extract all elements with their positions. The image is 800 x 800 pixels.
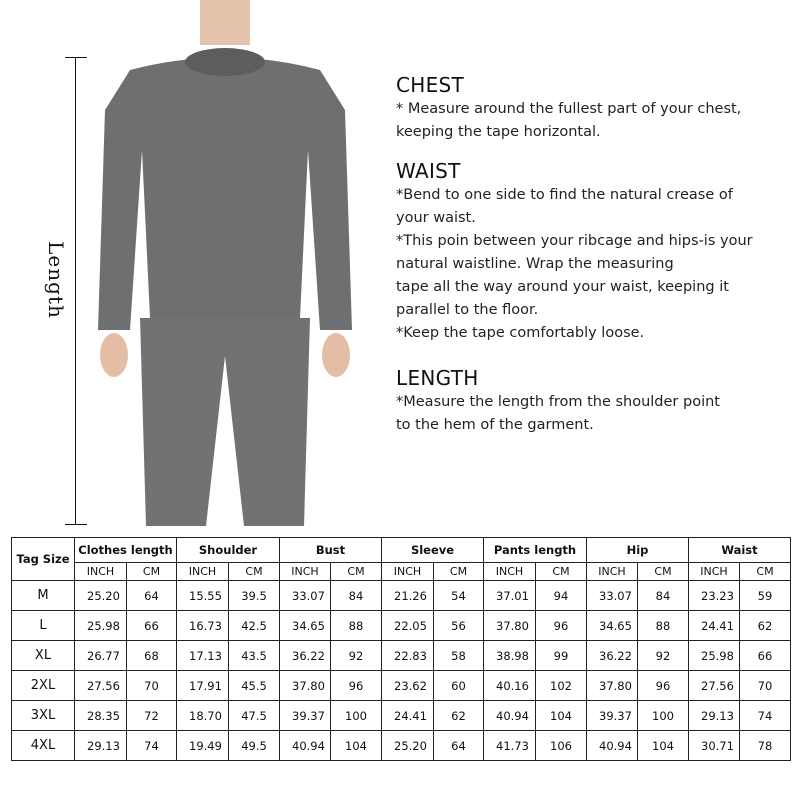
value-cell: 38.98 (484, 641, 536, 671)
column-group-header: Sleeve (382, 538, 484, 563)
instruction-line: *This poin between your ribcage and hips-is your (396, 233, 753, 249)
length-measure-top-cap (65, 57, 87, 58)
instruction-line: natural waistline. Wrap the measuring (396, 256, 674, 272)
unit-header-inch: INCH (280, 563, 331, 581)
value-cell: 47.5 (229, 701, 280, 731)
size-cell: 4XL (12, 731, 75, 761)
value-cell: 39.37 (280, 701, 331, 731)
table-header-row (12, 538, 791, 563)
value-cell: 94 (536, 581, 587, 611)
instruction-section-length (396, 365, 796, 437)
value-cell: 102 (536, 671, 587, 701)
unit-header-cm: CM (638, 563, 689, 581)
size-cell: 2XL (12, 671, 75, 701)
unit-header-inch: INCH (484, 563, 536, 581)
value-cell: 96 (331, 671, 382, 701)
size-cell: XL (12, 641, 75, 671)
table-row (12, 731, 791, 761)
value-cell: 30.71 (689, 731, 740, 761)
value-cell: 64 (127, 581, 177, 611)
value-cell: 25.98 (75, 611, 127, 641)
instruction-title: LENGTH (396, 366, 479, 390)
unit-header-cm: CM (127, 563, 177, 581)
instruction-line: *Bend to one side to find the natural crease of (396, 187, 733, 203)
value-cell: 92 (638, 641, 689, 671)
value-cell: 17.13 (177, 641, 229, 671)
value-cell: 59 (740, 581, 791, 611)
value-cell: 45.5 (229, 671, 280, 701)
value-cell: 106 (536, 731, 587, 761)
table-row (12, 671, 791, 701)
value-cell: 40.16 (484, 671, 536, 701)
value-cell: 37.80 (280, 671, 331, 701)
value-cell: 36.22 (280, 641, 331, 671)
instruction-line: to the hem of the garment. (396, 417, 594, 433)
value-cell: 24.41 (382, 701, 434, 731)
value-cell: 88 (638, 611, 689, 641)
value-cell: 54 (434, 581, 484, 611)
value-cell: 23.62 (382, 671, 434, 701)
value-cell: 84 (331, 581, 382, 611)
value-cell: 104 (638, 731, 689, 761)
value-cell: 78 (740, 731, 791, 761)
value-cell: 16.73 (177, 611, 229, 641)
value-cell: 21.26 (382, 581, 434, 611)
value-cell: 96 (536, 611, 587, 641)
value-cell: 37.80 (484, 611, 536, 641)
value-cell: 104 (331, 731, 382, 761)
value-cell: 37.01 (484, 581, 536, 611)
tag-size-header: Tag Size (12, 538, 75, 581)
instruction-line: parallel to the floor. (396, 302, 539, 318)
instruction-line: tape all the way around your waist, keeping it (396, 279, 729, 295)
unit-header-inch: INCH (382, 563, 434, 581)
value-cell: 58 (434, 641, 484, 671)
value-cell: 40.94 (484, 701, 536, 731)
size-cell: L (12, 611, 75, 641)
size-cell: 3XL (12, 701, 75, 731)
value-cell: 29.13 (689, 701, 740, 731)
value-cell: 23.23 (689, 581, 740, 611)
unit-header-inch: INCH (75, 563, 127, 581)
table-row (12, 611, 791, 641)
value-cell: 66 (740, 641, 791, 671)
value-cell: 33.07 (280, 581, 331, 611)
value-cell: 99 (536, 641, 587, 671)
value-cell: 37.80 (587, 671, 638, 701)
size-chart-table (11, 537, 791, 761)
unit-header-inch: INCH (689, 563, 740, 581)
value-cell: 100 (638, 701, 689, 731)
value-cell: 88 (331, 611, 382, 641)
table-row (12, 641, 791, 671)
instruction-section-waist (396, 158, 796, 345)
value-cell: 26.77 (75, 641, 127, 671)
length-measure-bottom-cap (65, 524, 87, 525)
instruction-section-chest (396, 72, 796, 144)
value-cell: 84 (638, 581, 689, 611)
unit-header-inch: INCH (177, 563, 229, 581)
unit-header-inch: INCH (587, 563, 638, 581)
measurement-instructions (396, 72, 796, 451)
instruction-line: * Measure around the fullest part of your chest, (396, 101, 742, 117)
value-cell: 22.83 (382, 641, 434, 671)
value-cell: 36.22 (587, 641, 638, 671)
unit-header-row (12, 563, 791, 581)
instruction-title: CHEST (396, 73, 465, 97)
value-cell: 15.55 (177, 581, 229, 611)
value-cell: 70 (740, 671, 791, 701)
table-row (12, 581, 791, 611)
value-cell: 25.20 (75, 581, 127, 611)
value-cell: 27.56 (75, 671, 127, 701)
unit-header-cm: CM (536, 563, 587, 581)
unit-header-cm: CM (740, 563, 791, 581)
value-cell: 22.05 (382, 611, 434, 641)
model-thermal-underwear-photo (90, 0, 360, 526)
instruction-line: your waist. (396, 210, 476, 226)
unit-header-cm: CM (229, 563, 280, 581)
value-cell: 24.41 (689, 611, 740, 641)
value-cell: 25.20 (382, 731, 434, 761)
value-cell: 62 (434, 701, 484, 731)
value-cell: 25.98 (689, 641, 740, 671)
instruction-title: WAIST (396, 159, 461, 183)
value-cell: 33.07 (587, 581, 638, 611)
value-cell: 74 (740, 701, 791, 731)
instruction-line: *Keep the tape comfortably loose. (396, 325, 645, 341)
value-cell: 96 (638, 671, 689, 701)
value-cell: 39.37 (587, 701, 638, 731)
value-cell: 41.73 (484, 731, 536, 761)
column-group-header: Hip (587, 538, 689, 563)
value-cell: 34.65 (280, 611, 331, 641)
value-cell: 18.70 (177, 701, 229, 731)
column-group-header: Waist (689, 538, 791, 563)
length-measure-line (75, 57, 76, 524)
value-cell: 104 (536, 701, 587, 731)
instruction-line: *Measure the length from the shoulder point (396, 394, 720, 410)
value-cell: 17.91 (177, 671, 229, 701)
unit-header-cm: CM (434, 563, 484, 581)
value-cell: 60 (434, 671, 484, 701)
value-cell: 56 (434, 611, 484, 641)
column-group-header: Shoulder (177, 538, 280, 563)
value-cell: 19.49 (177, 731, 229, 761)
value-cell: 92 (331, 641, 382, 671)
value-cell: 27.56 (689, 671, 740, 701)
value-cell: 39.5 (229, 581, 280, 611)
value-cell: 100 (331, 701, 382, 731)
value-cell: 43.5 (229, 641, 280, 671)
value-cell: 49.5 (229, 731, 280, 761)
column-group-header: Pants length (484, 538, 587, 563)
unit-header-cm: CM (331, 563, 382, 581)
value-cell: 62 (740, 611, 791, 641)
value-cell: 34.65 (587, 611, 638, 641)
value-cell: 29.13 (75, 731, 127, 761)
value-cell: 70 (127, 671, 177, 701)
value-cell: 68 (127, 641, 177, 671)
size-cell: M (12, 581, 75, 611)
value-cell: 72 (127, 701, 177, 731)
instruction-line: keeping the tape horizontal. (396, 124, 601, 140)
value-cell: 66 (127, 611, 177, 641)
value-cell: 64 (434, 731, 484, 761)
value-cell: 74 (127, 731, 177, 761)
value-cell: 40.94 (280, 731, 331, 761)
value-cell: 42.5 (229, 611, 280, 641)
value-cell: 40.94 (587, 731, 638, 761)
column-group-header: Bust (280, 538, 382, 563)
length-label: Length (44, 241, 68, 319)
value-cell: 28.35 (75, 701, 127, 731)
column-group-header: Clothes length (75, 538, 177, 563)
table-row (12, 701, 791, 731)
